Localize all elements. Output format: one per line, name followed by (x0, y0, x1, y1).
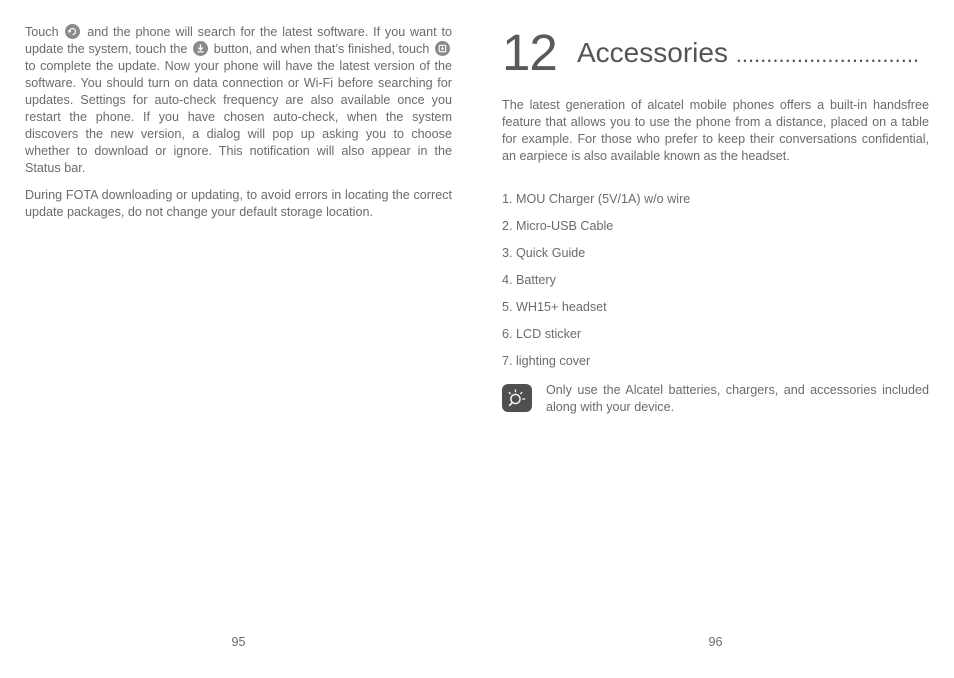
download-icon (193, 41, 208, 56)
chapter-title (577, 33, 930, 75)
refresh-icon (65, 24, 80, 39)
chapter-title-text: Accessories (577, 37, 728, 68)
fota-storage-warning-paragraph: During FOTA downloading or updating, to avoid errors in locating the correct update packages, do not change your default storage location. (25, 188, 452, 219)
list-item: 1. MOU Charger (5V/1A) w/o wire (502, 192, 691, 206)
text-segment: to complete the update. Now your phone will have the latest version of the software. You should turn on data connection or Wi-Fi before searching for updates. Settings for auto-check frequency are also available once you restart the phone. If you have chosen auto-check, when the system discovers the new version, a dialog will pop up asking you to choose whether to download or ignore. This notification will also appear in the Status bar. (25, 59, 452, 175)
list-item: 5. WH15+ headset (502, 300, 607, 314)
list-item: 2. Micro-USB Cable (502, 219, 614, 233)
chapter-title-dots: .............................. (735, 42, 920, 67)
list-item: 4. Battery (502, 273, 556, 287)
lightbulb-icon (502, 384, 532, 412)
fota-instructions-paragraph (25, 24, 452, 177)
page-number-right: 96 (708, 635, 723, 649)
right-page (477, 0, 954, 678)
text-segment: and the phone will search for the latest software. If you want to update the system, touch the (25, 25, 453, 56)
list-item: 6. LCD sticker (502, 327, 582, 341)
list-item: 3. Quick Guide (502, 246, 586, 260)
list-item: 7. lighting cover (502, 354, 591, 368)
chapter-number: 12 (502, 24, 557, 81)
accessories-list (502, 191, 690, 380)
text-segment: button, and when that’s finished, touch (213, 42, 430, 56)
page-number-left: 95 (231, 635, 246, 649)
install-icon (435, 41, 450, 56)
text-segment: Touch (25, 25, 59, 39)
tip-note: Only use the Alcatel batteries, chargers, and accessories included along with your device. (546, 383, 929, 414)
accessories-intro-paragraph: The latest generation of alcatel mobile phones offers a built-in handsfree feature that allows you to use the phone from a distance, placed on a table for example. For those who prefer to keep their conversations confidential, an earpiece is also available known as the headset. (502, 98, 929, 163)
